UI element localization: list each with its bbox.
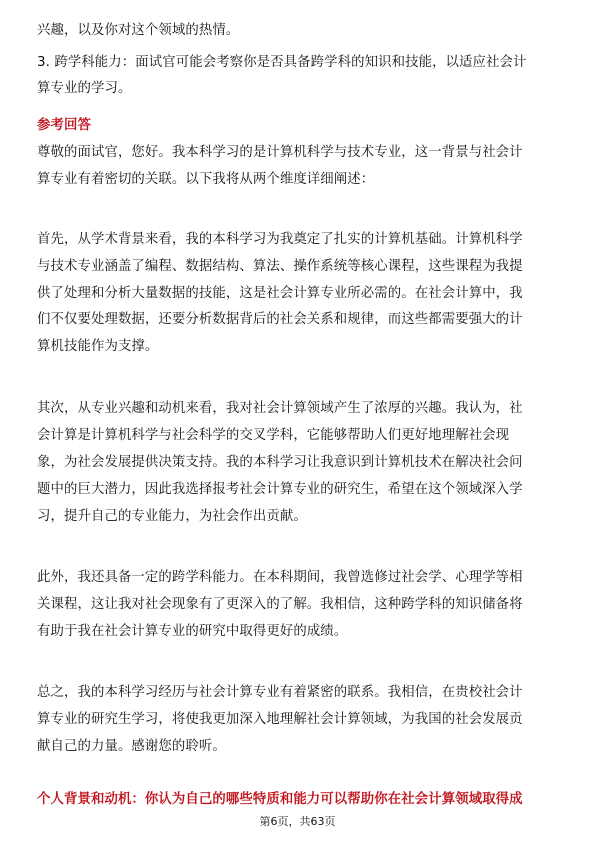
paragraph-interdisciplinary-line-3: 有助于我在社会计算专业的研究中取得更好的成绩。 bbox=[37, 624, 348, 639]
paragraph-conclusion-line-2: 算专业的研究生学习，将使我更加深入地理解社会计算领域，为我国的社会发展贡 bbox=[37, 712, 523, 727]
point-3-line-1: 3. 跨学科能力：面试官可能会考察你是否具备跨学科的知识和技能，以适应社会计 bbox=[37, 55, 527, 70]
point-3-line-2: 算专业的学习。 bbox=[37, 81, 132, 96]
paragraph-interest-line-3: 象，为社会发展提供决策支持。我的本科学习让我意识到计算机技术在解决社会问 bbox=[37, 455, 523, 470]
paragraph-interest-line-4: 题中的巨大潜力，因此我选择报考社会计算专业的研究生，希望在这个领域深入学 bbox=[37, 482, 523, 497]
paragraph-interdisciplinary-line-2: 关课程，这让我对社会现象有了更深入的了解。我相信，这种跨学科的知识储备将 bbox=[37, 597, 523, 612]
paragraph-academic-line-5: 算机技能作为支撑。 bbox=[37, 339, 159, 354]
paragraph-interest-line-1: 其次，从专业兴趣和动机来看，我对社会计算领域产生了浓厚的兴趣。我认为，社 bbox=[37, 401, 523, 416]
paragraph-interest-line-2: 会计算是计算机科学与社会科学的交叉学科，它能够帮助人们更好地理解社会现 bbox=[37, 428, 510, 443]
paragraph-interest-line-5: 习，提升自己的专业能力，为社会作出贡献。 bbox=[37, 509, 307, 524]
paragraph-interdisciplinary-line-1: 此外，我还具备一定的跨学科能力。在本科期间，我曾选修过社会学、心理学等相 bbox=[37, 570, 523, 585]
next-question-heading: 个人背景和动机：你认为自己的哪些特质和能力可以帮助你在社会计算领域取得成 bbox=[37, 792, 523, 807]
paragraph-conclusion-line-1: 总之，我的本科学习经历与社会计算专业有着紧密的联系。我相信，在贵校社会计 bbox=[37, 685, 523, 700]
paragraph-academic-line-2: 与技术专业涵盖了编程、数据结构、算法、操作系统等核心课程，这些课程为我提 bbox=[37, 259, 523, 274]
reference-answer-heading: 参考回答 bbox=[37, 118, 91, 133]
intro-continuation: 兴趣，以及你对这个领域的热情。 bbox=[37, 23, 240, 38]
page-number: 第6页，共63页 bbox=[259, 815, 336, 828]
paragraph-academic-line-1: 首先，从学术背景来看，我的本科学习为我奠定了扎实的计算机基础。计算机科学 bbox=[37, 232, 523, 247]
paragraph-conclusion-line-3: 献自己的力量。感谢您的聆听。 bbox=[37, 739, 226, 754]
paragraph-academic-line-3: 供了处理和分析大量数据的技能，这是社会计算专业所必需的。在社会计算中，我 bbox=[37, 286, 523, 301]
answer-opening-line-1: 尊敬的面试官，您好。我本科学习的是计算机科学与技术专业，这一背景与社会计 bbox=[37, 145, 523, 160]
answer-opening-line-2: 算专业有着密切的关联。以下我将从两个维度详细阐述： bbox=[37, 172, 375, 187]
paragraph-academic-line-4: 们不仅要处理数据，还要分析数据背后的社会关系和规律，而这些都需要强大的计 bbox=[37, 312, 523, 327]
